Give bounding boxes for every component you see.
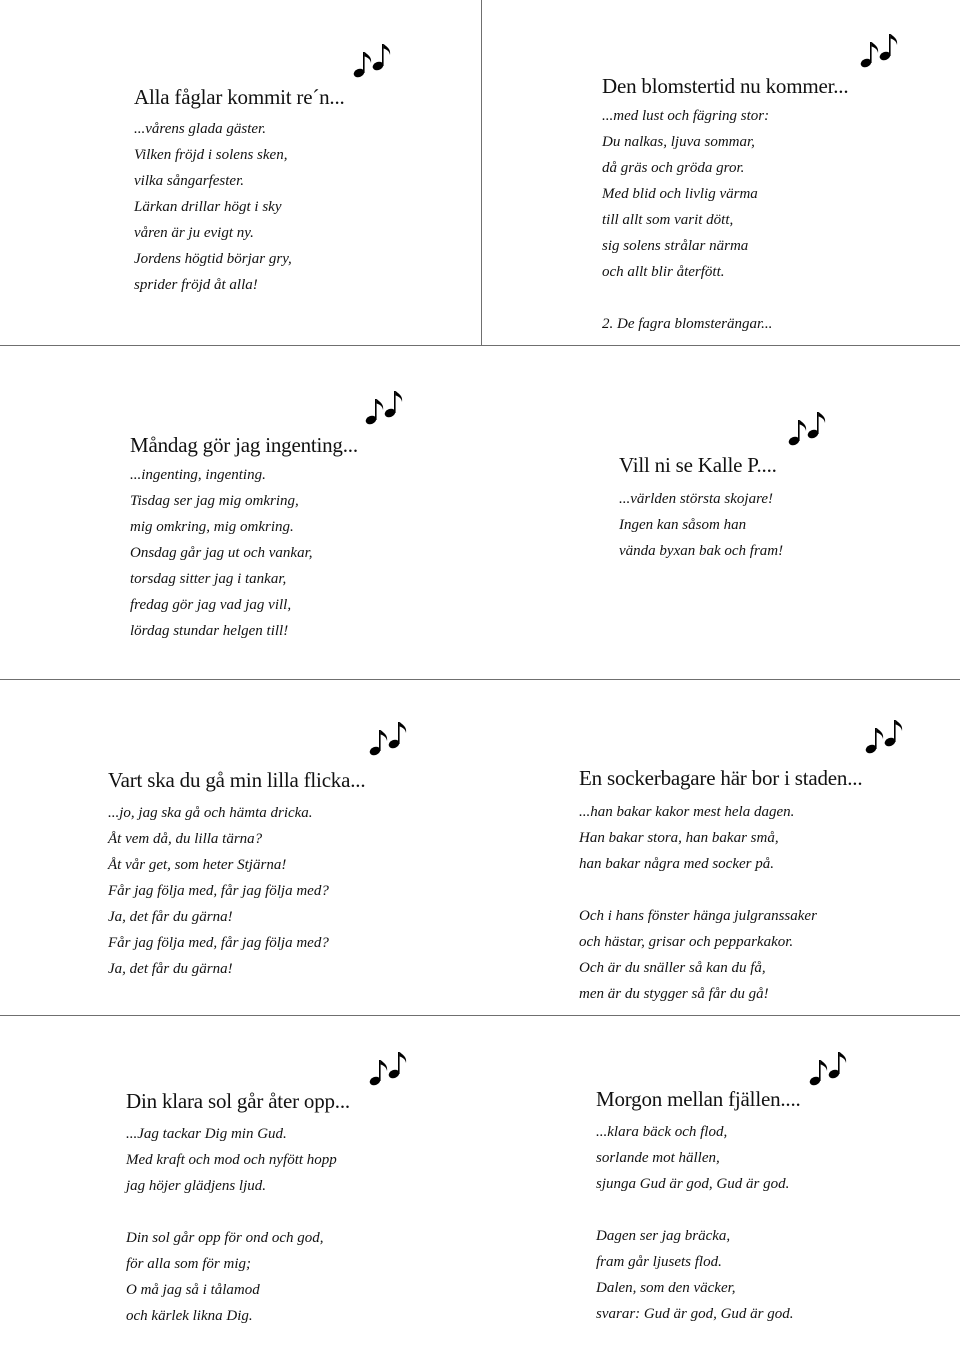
verse-line: Ingen kan såsom han <box>619 517 747 533</box>
song-verse <box>108 800 365 982</box>
song-verse <box>126 1121 350 1329</box>
song-verse <box>579 799 862 1007</box>
eighth-notes-icon <box>785 408 829 452</box>
verse-line: till allt som varit dött, <box>602 212 734 228</box>
song-verse <box>134 116 345 298</box>
verse-line: Han bakar stora, han bakar små, <box>579 830 779 846</box>
verse-line: svarar: Gud är god, Gud är god. <box>596 1306 794 1322</box>
verse-line: Åt vem då, du lilla tärna? <box>108 831 263 847</box>
verse-line: då gräs och gröda gror. <box>602 160 745 176</box>
verse-line: Åt vår get, som heter Stjärna! <box>108 857 287 873</box>
eighth-notes-icon <box>366 718 410 762</box>
verse-line: Och i hans fönster hänga julgranssaker <box>579 908 817 924</box>
song-verse <box>602 103 848 337</box>
song-verse <box>130 462 358 644</box>
verse-line: ...med lust och fägring stor: <box>602 108 770 124</box>
song-card <box>108 765 365 982</box>
verse-line: ...han bakar kakor mest hela dagen. <box>579 804 795 820</box>
verse-line: våren är ju evigt ny. <box>134 225 254 241</box>
horizontal-cut-line <box>0 345 960 346</box>
verse-line: fredag gör jag vad jag vill, <box>130 597 292 613</box>
verse-line: ...världen största skojare! <box>619 491 774 507</box>
song-title: Den blomstertid nu kommer... <box>602 74 849 98</box>
verse-line: Får jag följa med, får jag följa med? <box>108 883 329 899</box>
verse-line: ...klara bäck och flod, <box>596 1124 728 1140</box>
verse-line: och hästar, grisar och pepparkakor. <box>579 934 794 950</box>
song-card <box>579 763 862 1007</box>
verse-line: Du nalkas, ljuva sommar, <box>602 134 755 150</box>
verse-line: Med kraft och mod och nyfött hopp <box>126 1152 337 1168</box>
song-title: Måndag gör jag ingenting... <box>130 433 358 457</box>
verse-line: Dagen ser jag bräcka, <box>596 1228 731 1244</box>
verse-line: Jordens högtid börjar gry, <box>134 251 292 267</box>
verse-line: Ja, det får du gärna! <box>108 909 233 925</box>
verse-line: för alla som för mig; <box>126 1256 252 1272</box>
verse-line: lördag stundar helgen till! <box>130 623 289 639</box>
verse-line: Lärkan drillar högt i sky <box>134 199 282 215</box>
verse-line: men är du stygger så får du gå! <box>579 986 769 1002</box>
verse-line: vilka sångarfester. <box>134 173 244 189</box>
song-card <box>602 72 848 337</box>
song-title: Morgon mellan fjällen.... <box>596 1087 801 1111</box>
verse-line: sig solens strålar närma <box>602 238 749 254</box>
verse-line: sorlande mot hällen, <box>596 1150 720 1166</box>
song-title: En sockerbagare här bor i staden... <box>579 766 863 790</box>
verse-line: Din sol går opp för ond och god, <box>126 1230 324 1246</box>
eighth-notes-icon <box>350 40 394 84</box>
verse-line: ...vårens glada gäster. <box>134 121 266 137</box>
eighth-notes-icon <box>366 1048 410 1092</box>
song-title: Din klara sol går åter opp... <box>126 1089 350 1113</box>
song-title: Alla fåglar kommit re´n... <box>134 85 345 109</box>
eighth-notes-icon <box>857 30 901 74</box>
verse-line: sprider fröjd åt alla! <box>134 277 258 293</box>
song-card <box>619 450 783 564</box>
song-verse <box>619 486 783 564</box>
song-card <box>130 430 358 644</box>
verse-line: fram går ljusets flod. <box>596 1254 722 1270</box>
song-card <box>126 1086 350 1329</box>
eighth-notes-icon <box>862 716 906 760</box>
eighth-notes-icon <box>362 387 406 431</box>
verse-line: Dalen, som den väcker, <box>596 1280 736 1296</box>
song-title: Vill ni se Kalle P.... <box>619 453 777 477</box>
vertical-cut-line <box>481 0 482 345</box>
song-card <box>134 82 345 298</box>
verse-line: Onsdag går jag ut och vankar, <box>130 545 313 561</box>
verse-line: Och är du snäller så kan du få, <box>579 960 766 976</box>
song-card <box>596 1084 801 1327</box>
verse-line: Ja, det får du gärna! <box>108 961 233 977</box>
verse-line: sjunga Gud är god, Gud är god. <box>596 1176 790 1192</box>
verse-line: Tisdag ser jag mig omkring, <box>130 493 299 509</box>
verse-line: ...jo, jag ska gå och hämta dricka. <box>108 805 313 821</box>
verse-line: ...Jag tackar Dig min Gud. <box>126 1126 287 1142</box>
horizontal-cut-line <box>0 1015 960 1016</box>
verse-line: 2. De fagra blomsterängar... <box>602 316 773 332</box>
verse-line: torsdag sitter jag i tankar, <box>130 571 287 587</box>
verse-line: och kärlek likna Dig. <box>126 1308 253 1324</box>
verse-line: Med blid och livlig värma <box>602 186 758 202</box>
verse-line: mig omkring, mig omkring. <box>130 519 294 535</box>
song-verse <box>596 1119 801 1327</box>
eighth-notes-icon <box>806 1048 850 1092</box>
verse-line: vända byxan bak och fram! <box>619 543 784 559</box>
horizontal-cut-line <box>0 679 960 680</box>
song-title: Vart ska du gå min lilla flicka... <box>108 768 366 792</box>
verse-line: jag höjer glädjens ljud. <box>126 1178 266 1194</box>
verse-line: Får jag följa med, får jag följa med? <box>108 935 329 951</box>
verse-line: ...ingenting, ingenting. <box>130 467 266 483</box>
verse-line: O må jag så i tålamod <box>126 1282 260 1298</box>
verse-line: Vilken fröjd i solens sken, <box>134 147 288 163</box>
verse-line: och allt blir återfött. <box>602 264 725 280</box>
verse-line: han bakar några med socker på. <box>579 856 774 872</box>
